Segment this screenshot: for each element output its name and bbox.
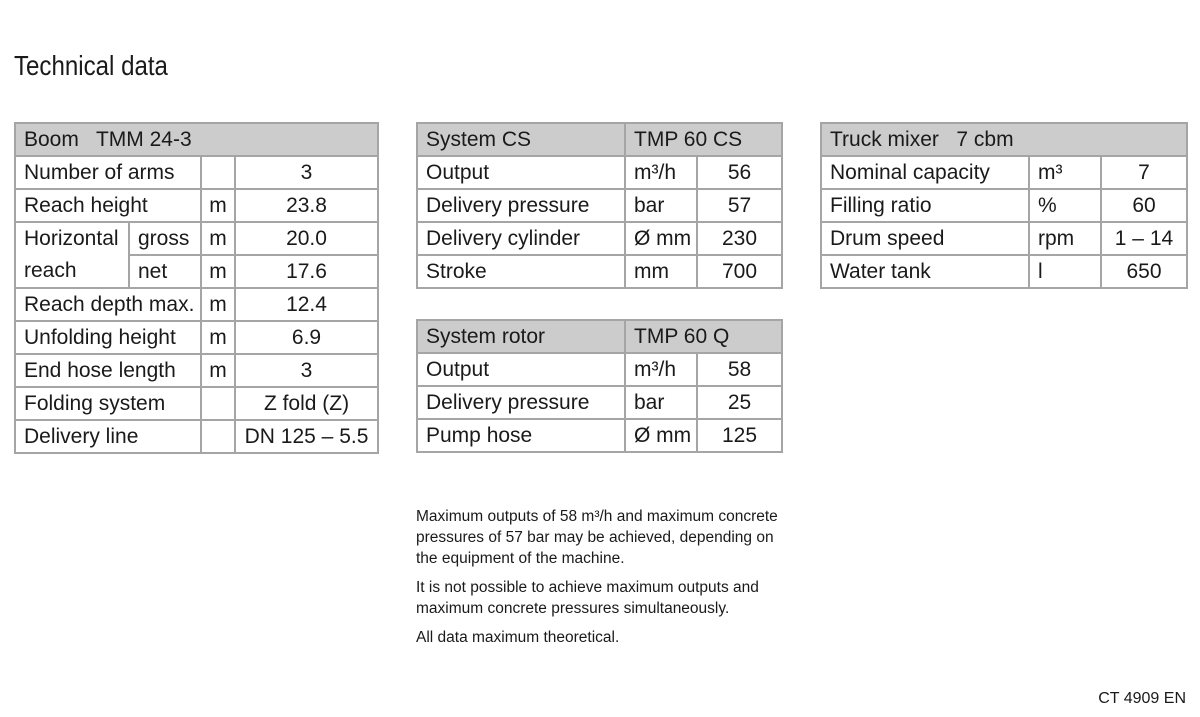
system-cs-header-model: TMP 60 CS [625,123,782,156]
note-paragraph: It is not possible to achieve maximum outputs and maximum concrete pressures simultaneously. [416,579,759,617]
row-label: Nominal capacity [821,156,1029,189]
table-row [821,156,1187,189]
row-unit: mm [625,255,697,288]
row-label: Number of arms [15,156,201,189]
row-unit: m [201,354,235,387]
truck-mixer-header [821,123,1187,156]
table-row [15,420,378,453]
system-cs-header [417,123,782,156]
row-label: Output [417,156,625,189]
boom-header-model: TMM 24-3 [95,127,192,151]
row-unit: % [1029,189,1101,222]
row-label: Delivery line [15,420,201,453]
row-label: Drum speed [821,222,1029,255]
notes [416,506,786,656]
row-value: 23.8 [235,189,378,222]
row-unit: bar [625,386,697,419]
table-row [15,321,378,354]
row-label: Water tank [821,255,1029,288]
row-value: 1 – 14 [1101,222,1187,255]
document-code: CT 4909 EN [1098,690,1186,707]
row-value: DN 125 – 5.5 [235,420,378,453]
table-row [417,156,782,189]
row-value: 25 [697,386,782,419]
row-label: Delivery pressure [417,189,625,222]
table-row [15,387,378,420]
row-label: Delivery pressure [417,386,625,419]
table-row [417,189,782,222]
row-sublabel: gross [129,222,201,255]
row-label: Reach depth max. [15,288,201,321]
row-value: 3 [235,156,378,189]
system-cs-table [416,122,783,289]
row-label: reach [15,255,129,288]
system-rotor-header-model: TMP 60 Q [625,320,782,353]
row-value: 58 [697,353,782,386]
table-row [417,386,782,419]
truck-mixer-header-cell [821,123,1187,156]
boom-header [15,123,378,156]
table-row [15,288,378,321]
table-row [15,189,378,222]
truck-mixer-table [820,122,1188,289]
row-value: Z fold (Z) [235,387,378,420]
table-row [821,255,1187,288]
row-unit: bar [625,189,697,222]
row-sublabel: net [129,255,201,288]
row-value: 56 [697,156,782,189]
row-value: 12.4 [235,288,378,321]
table-row [15,222,378,255]
row-unit: m [201,255,235,288]
row-unit: m [201,222,235,255]
system-rotor-header-label: System rotor [417,320,625,353]
table-row [417,222,782,255]
system-rotor-header [417,320,782,353]
row-unit: m [201,189,235,222]
row-value: 230 [697,222,782,255]
truck-mixer-header-label: Truck mixer [830,127,939,151]
boom-header-cell [15,123,378,156]
row-unit: m³/h [625,353,697,386]
truck-mixer-header-model: 7 cbm [956,127,1014,151]
row-value: 6.9 [235,321,378,354]
row-label: Delivery cylinder [417,222,625,255]
row-value: 20.0 [235,222,378,255]
row-unit: m [201,321,235,354]
table-row [15,156,378,189]
note-paragraph: All data maximum theoretical. [416,629,620,646]
row-value: 700 [697,255,782,288]
row-unit: Ø mm [625,419,697,452]
table-row [417,255,782,288]
row-label: Unfolding height [15,321,201,354]
row-label: Folding system [15,387,201,420]
table-row [821,189,1187,222]
row-value: 17.6 [235,255,378,288]
system-cs-header-label: System CS [417,123,625,156]
row-unit [201,156,235,189]
row-unit: rpm [1029,222,1101,255]
row-label: Output [417,353,625,386]
row-unit [201,387,235,420]
note-paragraph: Maximum outputs of 58 m³/h and maximum concrete pressures of 57 bar may be achieved, depending on the equipment of the machine. [416,508,778,567]
boom-header-label: Boom [24,127,79,151]
row-value: 7 [1101,156,1187,189]
table-row [417,419,782,452]
row-value: 3 [235,354,378,387]
row-label: Reach height [15,189,201,222]
row-value: 60 [1101,189,1187,222]
row-label: Stroke [417,255,625,288]
table-row [15,354,378,387]
row-unit [201,420,235,453]
page-title: Technical data [14,50,168,81]
row-label: Pump hose [417,419,625,452]
row-value: 650 [1101,255,1187,288]
table-row [417,353,782,386]
row-value: 125 [697,419,782,452]
table-row [821,222,1187,255]
row-unit: m [201,288,235,321]
system-rotor-table [416,319,783,453]
row-label: Horizontal [15,222,129,255]
row-unit: Ø mm [625,222,697,255]
row-unit: m³ [1029,156,1101,189]
row-unit: m³/h [625,156,697,189]
table-row [15,255,378,288]
row-value: 57 [697,189,782,222]
row-label: Filling ratio [821,189,1029,222]
row-unit: l [1029,255,1101,288]
row-label: End hose length [15,354,201,387]
boom-table [14,122,379,454]
